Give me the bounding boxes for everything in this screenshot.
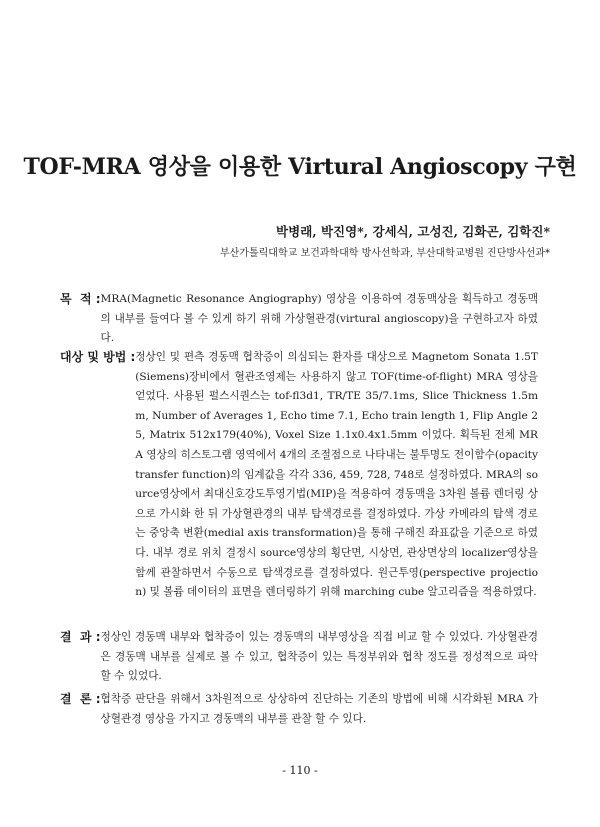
section-results: [60, 628, 538, 687]
section-label: 결 과 :: [60, 630, 101, 644]
section-body: MRA(Magnetic Resonance Angiography) 영상을 이용하여 경동맥상을 획득하고 경동맥의 내부를 들여다 볼 수 있게 하기 위해 가상혈관경(virtural angioscopy)을 구현하고자 하였다.: [100, 293, 538, 345]
affiliation: 부산가톨릭대학교 보건과학대학 방사선학과, 부산대학교병원 진단방사선과*: [219, 248, 550, 259]
section-conclusion: [60, 690, 538, 729]
section-label: 결 론 :: [60, 692, 101, 706]
section-body: 정상인 및 편측 경동맥 협착증이 의심되는 환자를 대상으로 Magnetom Sonata 1.5T(Siemens)장비에서 혈관조영제는 사용하지 않고 TOF(time-of-flight) MRA 영상을 얻었다. 사용된 펄스시퀀스는 tof-fl3d1, TR/TE 35/7.1ms, Slice Thickness 1.5mm, Number of Averages 1, Echo time 7.1, Echo train length 1, Flip Angle 25, Matrix 512x179(40%), Voxel Size 1.1x0.4x1.5mm 이었다. 획득된 전체 MRA 영상의 히스토그램 영역에서 4개의 조절점으로 나타내는 불투명도 전이함수(opacity transfer function)의 임계값을 각각 336, 459, 728, 748로 설정하였다. MRA의 source영상에서 최대신호강도투영기법(MIP)을 적용하여 경동맥을 3차원 볼륨 렌더링 상으로 가시화 한 뒤 가상혈관경의 내부 탐색경로를 결정하였다. 가상 카메라의 탐색 경로는 중앙축 변환(medial axis transformation)을 통해 구해진 좌표값을 기준으로 하였다. 내부 경로 위치 결정시 source영상의 횡단면, 시상면, 관상면상의 localizer영상을 함께 관찰하면서 수동으로 탐색경로를 결정하였다. 원근투영(perspective projection) 및 볼륨 데이터의 표면을 렌더링하기 위해 marching cube 알고리즘을 적용하였다.: [135, 351, 538, 599]
section-methods: [60, 348, 538, 603]
section-body: 협착증 판단을 위해서 3차원적으로 상상하여 진단하는 기존의 방법에 비해 시각화된 MRA 가상혈관경 영상을 가지고 경동맥의 내부를 관찰 할 수 있다.: [100, 693, 538, 725]
author-list: 박병래, 박진영*, 강세식, 고성진, 김화곤, 김학진*: [276, 224, 550, 239]
section-body: 정상인 경동맥 내부와 협착증이 있는 경동맥의 내부영상을 직접 비교 할 수 있었다. 가상혈관경은 경동맥 내부를 실제로 볼 수 있고, 협착증이 있는 특정부위와 협착 정도를 정성적으로 파악 할 수 있었다.: [100, 631, 538, 683]
paper-title: TOF-MRA 영상을 이용한 Virtural Angioscopy 구현: [23, 154, 577, 180]
section-label: 대상 및 방법 :: [60, 350, 136, 364]
section-purpose: [60, 290, 538, 349]
page-number: - 110 -: [282, 764, 318, 777]
section-label: 목 적 :: [60, 292, 101, 306]
